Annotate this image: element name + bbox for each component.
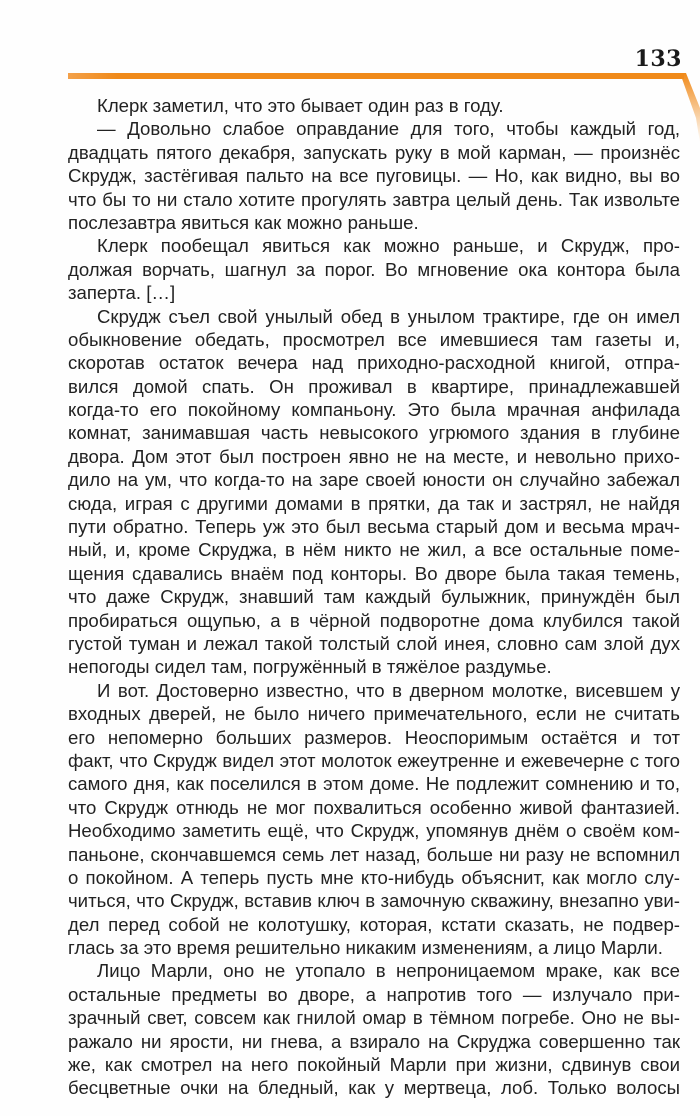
text-line: щения сдавались внаём под конторы. Во дворе была такая темень, [68, 562, 680, 584]
text-line: же, как смотрел на него покойный Марли при жизни, сдвинув свои [68, 1054, 680, 1076]
text-line: пути обратно. Теперь уж это был весьма старый дом и весьма мрач- [68, 516, 680, 538]
text-line: что Скрудж отнюдь не мог похвалиться особенно живой фантазией. [68, 796, 680, 818]
text-line: зрачный свет, совсем как гнилой омар в тёмном погребе. Оно не вы- [68, 1007, 680, 1029]
text-line: бесцветные очки на бледный, как у мертвеца, лоб. Только волосы [68, 1077, 680, 1099]
text-line: пробираться ощупью, а в чёрной подворотне дома клубился такой [68, 609, 680, 631]
text-line: Клерк пообещал явиться как можно раньше, и Скрудж, про- [97, 235, 680, 257]
text-line: двадцать пятого декабря, запускать руку в мой карман, — произнёс [68, 141, 680, 163]
body-text [68, 94, 680, 1100]
text-line: обыкновение обедать, просмотрел все имевшиеся там газеты и, [68, 328, 680, 350]
text-line: о покойном. А теперь пусть мне кто-нибудь объяснит, как могло слу- [68, 866, 680, 888]
text-line: факт, что Скрудж видел этот молоток ежеутренне и ежевечерне с того [68, 749, 680, 771]
header-corner-decoration [680, 73, 700, 143]
text-line: комнат, занимавшая часть невысокого угрюмого здания в глубине [68, 422, 680, 444]
text-line: паньоне, скончавшемся семь лет назад, больше ни разу не вспомнил [68, 843, 680, 865]
header-rule [68, 73, 684, 79]
text-line: ный, и, кроме Скруджа, в нём никто не жил, а все остальные поме- [68, 539, 680, 561]
text-line: глась за это время решительно никаким изменениям, а лицо Марли. [68, 937, 663, 959]
text-line: дило на ум, что когда-то на заре своей юности он случайно забежал [68, 469, 680, 491]
text-line: послезавтра явиться как можно раньше. [68, 211, 419, 233]
text-line: Необходимо заметить ещё, что Скрудж, упомянув днём о своём ком- [68, 820, 680, 842]
text-line: его непомерно больших размеров. Неоспоримым остаётся и тот [68, 726, 680, 748]
text-line: непогоды сидел там, погружённый в тяжёлое раздумье. [68, 656, 552, 678]
text-line: густой туман и лежал такой толстый слой инея, словно сам злой дух [68, 632, 680, 654]
text-line: входных дверей, не было ничего примечательного, если не считать [68, 703, 680, 725]
text-line: самого дня, как поселился в этом доме. Не подлежит сомнению и то, [68, 773, 680, 795]
text-line: что даже Скрудж, знавший там каждый булыжник, принуждён был [68, 586, 680, 608]
text-line: заперта. […] [68, 282, 176, 304]
text-line: остальные предметы во дворе, а напротив того — излучало при- [68, 983, 680, 1005]
text-line: — Довольно слабое оправдание для того, чтобы каждый год, [97, 118, 680, 140]
text-line: когда-то его покойному компаньону. Это была мрачная анфилада [68, 399, 680, 421]
text-line: скоротав остаток вечера над приходно-расходной книгой, отпра- [68, 352, 680, 374]
text-line: должая ворчать, шагнул за порог. Во мгновение ока контора была [68, 258, 680, 280]
text-line: Скрудж, застёгивая пальто на все пуговицы. — Но, как видно, вы во [68, 165, 680, 187]
text-line: ражало ни ярости, ни гнева, а взирало на Скруджа совершенно так [68, 1030, 680, 1052]
text-line: вился домой спать. Он проживал в квартире, принадлежавшей [68, 375, 680, 397]
text-line: двора. Дом этот был построен явно не на месте, и невольно прихо- [68, 445, 680, 467]
text-line: Лицо Марли, оно не утопало в непроницаемом мраке, как все [97, 960, 680, 982]
text-line: что бы то ни стало хотите прогулять завтра целый день. Так извольте [68, 188, 680, 210]
text-line: дел перед собой не колотушку, которая, кстати сказать, не подвер- [68, 913, 680, 935]
text-line: Клерк заметил, что это бывает один раз в году. [97, 95, 504, 116]
text-line: сюда, играя с другими домами в прятки, да так и застрял, не найдя [68, 492, 680, 514]
page-number: 133 [634, 46, 682, 72]
text-line: Скрудж съел свой унылый обед в унылом трактире, где он имел [97, 305, 680, 327]
text-line: читься, что Скрудж, вставив ключ в замочную скважину, внезапно уви- [68, 890, 680, 912]
text-line: И вот. Достоверно известно, что в дверном молотке, висевшем у [97, 679, 680, 701]
